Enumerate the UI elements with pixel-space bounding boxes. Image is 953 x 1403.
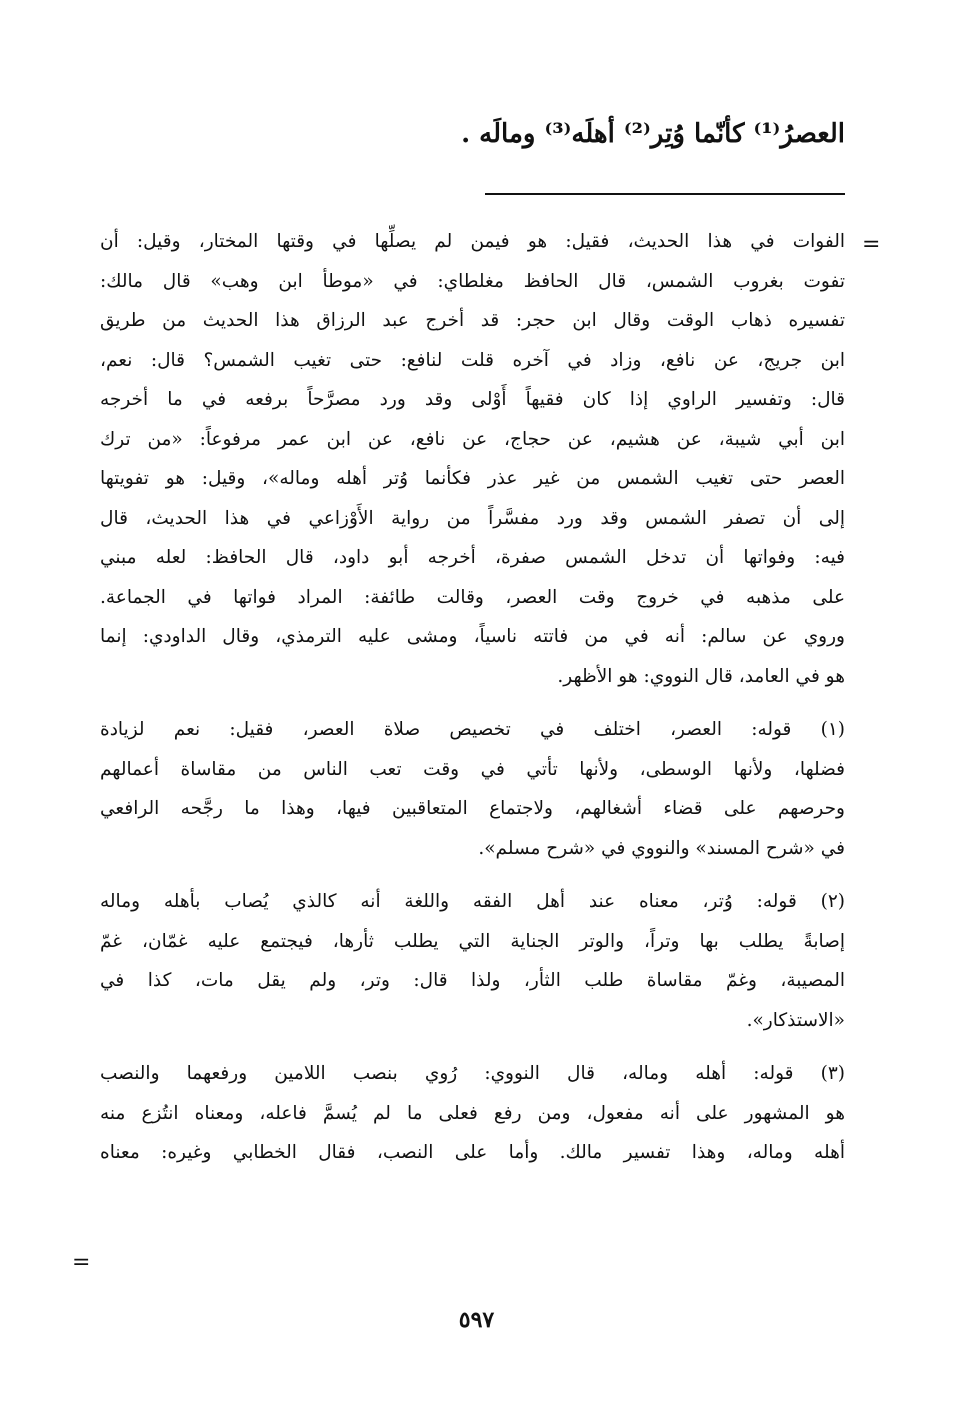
footnote-line: إصابةً يطلب بها وتراً، والوتر الجناية التي يطلب ثأرها، فيجتمع عليه غمّان، غمّ xyxy=(100,930,845,952)
footnote-line: (١) قوله: العصر، اختلف في تخصيص صلاة العصر، فقيل: نعم لزيادة xyxy=(100,719,845,740)
note-line: تفوت بغروب الشمس، قال الحافظ مغلطاي: في «موطأ ابن وهب» قال مالك: xyxy=(100,270,845,292)
footnote-2 xyxy=(100,882,845,1040)
footnote-line: وحرصهم على قضاء أشغالهم، ولاجتماع المتعاقبين فيها، وهذا ما رجَّحه الرافعي xyxy=(100,798,845,819)
continuation-mark-bottom: = xyxy=(72,1250,91,1275)
note-line: تفسيره ذهاب الوقت وقال ابن حجر: قد أخرج عبد الرزاق هذا الحديث من طريق xyxy=(100,310,845,331)
note-line: الفوات في هذا الحديث، فقيل: هو فيمن لم يصلِّها في وقتها المختار، وقيل: أن xyxy=(100,231,845,252)
footnote-line: (٢) قوله: وُتر، معناه عند أهل الفقه واللغة أنه كالذي يُصاب بأهله وماله xyxy=(100,891,845,912)
footnote-line: (٣) قوله: أهله وماله، قال النووي: رُوي بنصب اللامين ورفعهما والنصب xyxy=(100,1063,845,1084)
footnote-divider xyxy=(485,193,845,195)
note-line: وروي عن سالم: أنه في من فاتته ناسياً، ومشى عليه الترمذي، وقال الداودي: إنما xyxy=(100,626,845,647)
footnote-1 xyxy=(100,710,845,868)
footnote-line: في «شرح المسند» والنووي في «شرح مسلم». xyxy=(478,837,845,859)
footnote-line: هو المشهور على أنه مفعول، ومن رفع فعلى ما لم يُسمَّ فاعله، ومعناه انتُزع منه xyxy=(100,1102,845,1124)
note-line: إلى أن تصفر الشمس وقد ورد مفسَّراً من رواية الأَوْزاعي في هذا الحديث، قال xyxy=(100,507,845,529)
continued-note xyxy=(100,222,845,696)
footnotes-section xyxy=(100,222,845,1173)
note-line: العصر حتى تغيب الشمس من غير عذر فكأنما وُتر أهله وماله»، وقيل: هو تفويتها xyxy=(100,468,845,489)
note-line: هو في العامد، قال النووي: هو الأظهر. xyxy=(557,665,845,687)
page-number: ٥٩٧ xyxy=(458,1307,495,1333)
note-line: على مذهبه في خروج وقت العصر، وقالت طائفة: المراد فواتها في الجماعة. xyxy=(100,586,845,608)
note-line: ابن أبي شيبة، عن هشيم، عن حجاج، عن نافع، عن ابن عمر مرفوعاً: «من ترك xyxy=(100,428,845,450)
footnote-line: فضلها، ولأنها الوسطى، ولأنها تأتي في وقت تعب الناس من مقاساة أعمالهم xyxy=(100,758,845,780)
note-line: قال: وتفسير الراوي إذا كان فقيهاً أَوْلى وقد ورد مصرَّحاً برفعه في ما أخرجه xyxy=(100,389,845,410)
footnote-line: أهله وماله، وهذا تفسير مالك. وأما على النصب، فقال الخطابي وغيره: معناه xyxy=(100,1142,845,1163)
footnote-line: «الاستذكار». xyxy=(746,1009,845,1031)
note-line: فيه: وفواتها أن تدخل الشمس صفرة، أخرجه أبو داود، قال الحافظ: لعله مبني xyxy=(100,547,845,568)
note-line: ابن جريج، عن نافع، وزاد في آخره قلت لنافع: حتى تغيب الشمس؟ قال: نعم، xyxy=(100,349,845,371)
footnote-line: المصيبة، وغمّ مقاساة طلب الثأر، ولذا قال: وتر، ولم يقل مات، كذا في xyxy=(100,970,845,991)
footnote-3 xyxy=(100,1054,845,1173)
main-text-line: العصرُ⁽¹⁾ كأنّما وُتِر⁽²⁾ أهلَه⁽³⁾ ومالَه . xyxy=(461,119,845,149)
continuation-mark-top: = xyxy=(862,232,881,257)
